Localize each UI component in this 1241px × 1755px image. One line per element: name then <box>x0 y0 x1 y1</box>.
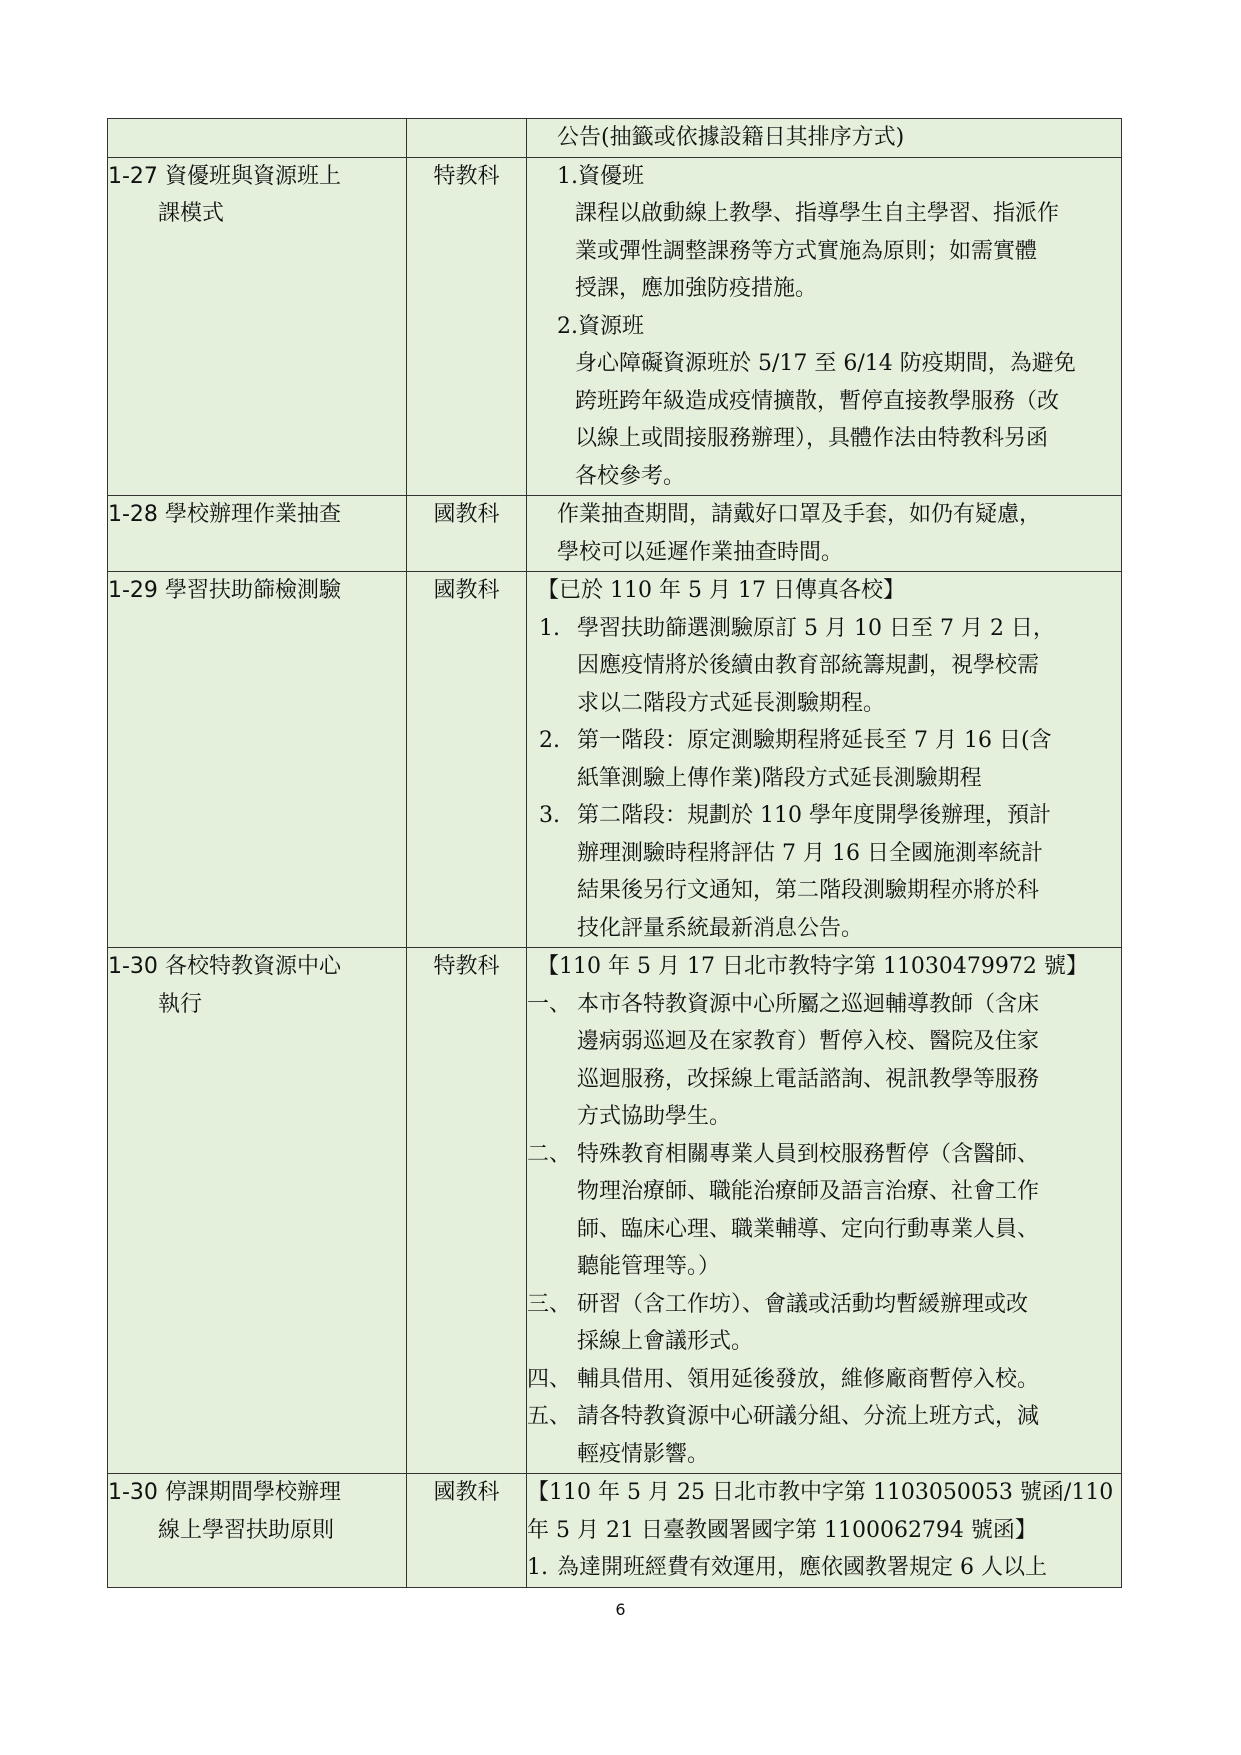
dept-cell: 國教科 <box>407 572 527 948</box>
list-item <box>527 797 1121 947</box>
content-line: 課程以啟動線上教學、指導學生自主學習、指派作 <box>575 201 1060 226</box>
list-number: 二、 <box>527 1141 572 1167</box>
content-line: 學習扶助篩選測驗原訂 5 月 10 日至 7 月 2 日， <box>577 615 1055 641</box>
content-line: 作業抽查期間，請戴好口罩及手套，如仍有疑慮， <box>557 502 1042 527</box>
table-row <box>108 1474 1122 1588</box>
item-cell <box>108 496 407 572</box>
content-cell <box>527 119 1122 158</box>
table-row <box>108 948 1122 1474</box>
table-row <box>108 496 1122 572</box>
list-number: 一、 <box>527 991 572 1017</box>
item-code: 1-27 <box>108 163 158 189</box>
content-heading: 年 5 月 21 日臺教國署國字第 1100062794 號函】 <box>527 1517 1037 1543</box>
content-line: 巡迴服務，改採線上電話諮詢、視訊教學等服務 <box>577 1066 1040 1092</box>
content-line: 邊病弱巡迴及在家教育）暫停入校、醫院及住家 <box>577 1029 1040 1054</box>
content-line: 求以二階段方式延長測驗期程。 <box>577 690 886 716</box>
list-number: 五、 <box>527 1404 572 1429</box>
list-item <box>527 1286 1121 1361</box>
content-line: 聽能管理等。） <box>577 1254 721 1279</box>
content-line: 本市各特教資源中心所屬之巡迴輔導教師（含床 <box>577 991 1040 1017</box>
content-line: 採線上會議形式。 <box>577 1329 754 1354</box>
item-cell <box>108 1474 407 1588</box>
content-line: 輕疫情影響。 <box>577 1441 710 1467</box>
item-title-continued: 課模式 <box>158 201 225 226</box>
item-title: 停課期間學校辦理 <box>164 1480 341 1505</box>
content-line: 研習（含工作坊）、會議或活動均暫緩辦理或改 <box>577 1291 1029 1317</box>
content-line: 特殊教育相關專業人員到校服務暫停（含醫師、 <box>577 1141 1040 1167</box>
list-item <box>527 722 1121 797</box>
dept-cell: 特教科 <box>407 948 527 1474</box>
content-line: 跨班跨年級造成疫情擴散，暫停直接教學服務（改 <box>575 388 1060 414</box>
item-title: 學校辦理作業抽查 <box>164 502 341 527</box>
content-line: 身心障礙資源班於 5/17 至 6/14 防疫期間，為避免 <box>575 351 1076 376</box>
table-row <box>108 119 1122 158</box>
list-number: 1. <box>527 1555 548 1580</box>
table-row <box>108 572 1122 948</box>
list-item <box>527 610 1121 723</box>
content-line: 物理治療師、職能治療師及語言治療、社會工作 <box>577 1179 1040 1204</box>
item-cell <box>108 157 407 496</box>
content-line: 授課，應加強防疫措施。 <box>575 276 818 301</box>
content-line: 第二階段：規劃於 110 學年度開學後辦理，預計 <box>577 803 1051 828</box>
content-line: 請各特教資源中心研議分組、分流上班方式，減 <box>577 1404 1040 1429</box>
item-code: 1-30 <box>108 1480 158 1505</box>
item-title: 資優班與資源班上 <box>164 163 341 189</box>
item-cell <box>108 948 407 1474</box>
page-number: 6 <box>615 1600 626 1619</box>
content-line: 師、臨床心理、職業輔導、定向行動專業人員、 <box>577 1216 1040 1242</box>
content-cell <box>527 948 1122 1474</box>
content-line: 公告(抽籤或依據設籍日其排序方式) <box>557 125 905 150</box>
content-cell <box>527 572 1122 948</box>
table-row <box>108 157 1122 496</box>
item-title-continued: 線上學習扶助原則 <box>158 1517 335 1543</box>
item-title-continued: 執行 <box>158 991 203 1017</box>
content-line: 業或彈性調整課務等方式實施為原則；如需實體 <box>575 238 1038 264</box>
content-cell <box>527 496 1122 572</box>
list-number: 三、 <box>527 1291 572 1317</box>
list-item <box>527 1136 1121 1286</box>
list-item <box>527 1398 1121 1473</box>
content-line: 以線上或間接服務辦理），具體作法由特教科另函 <box>575 426 1049 451</box>
content-heading: 1.資優班 <box>557 163 644 189</box>
item-title: 學習扶助篩檢測驗 <box>164 578 341 603</box>
list-number: 2. <box>539 728 560 753</box>
list-item <box>527 1361 1121 1399</box>
content-line: 第一階段：原定測驗期程將延長至 7 月 16 日(含 <box>577 728 1052 753</box>
item-cell <box>108 572 407 948</box>
list-number: 四、 <box>527 1366 572 1392</box>
content-heading: 【已於 110 年 5 月 17 日傳真各校】 <box>537 578 905 603</box>
content-heading: 【110 年 5 月 25 日北市教中字第 1103050053 號函/110 <box>527 1480 1114 1505</box>
content-cell <box>527 157 1122 496</box>
content-heading: 2.資源班 <box>557 313 644 339</box>
dept-cell: 特教科 <box>407 157 527 496</box>
item-code: 1-29 <box>108 578 158 603</box>
content-line: 學校可以延遲作業抽查時間。 <box>557 539 844 565</box>
content-line: 輔具借用、領用延後發放，維修廠商暫停入校。 <box>577 1366 1040 1392</box>
content-line: 辦理測驗時程將評估 7 月 16 日全國施測率統計 <box>577 840 1043 866</box>
content-line: 為達開班經費有效運用，應依國教署規定 6 人以上 <box>557 1555 1047 1580</box>
content-heading: 【110 年 5 月 17 日北市教特字第 11030479972 號】 <box>537 954 1088 979</box>
content-cell <box>527 1474 1122 1588</box>
list-number: 1. <box>539 615 560 641</box>
list-item <box>527 1549 1121 1587</box>
item-code: 1-30 <box>108 954 158 979</box>
content-line: 方式協助學生。 <box>577 1104 732 1129</box>
content-line: 紙筆測驗上傳作業)階段方式延長測驗期程 <box>577 765 982 791</box>
content-line: 因應疫情將於後續由教育部統籌規劃，視學校需 <box>577 653 1040 678</box>
document-table <box>107 118 1122 1588</box>
item-code: 1-28 <box>108 502 158 527</box>
list-item <box>527 986 1121 1136</box>
list-number: 3. <box>539 803 560 828</box>
dept-cell <box>407 119 527 158</box>
dept-cell: 國教科 <box>407 496 527 572</box>
content-line: 技化評量系統最新消息公告。 <box>577 915 864 941</box>
item-cell <box>108 119 407 158</box>
content-line: 各校參考。 <box>575 463 686 489</box>
item-title: 各校特教資源中心 <box>164 954 341 979</box>
dept-cell: 國教科 <box>407 1474 527 1588</box>
content-line: 結果後另行文通知，第二階段測驗期程亦將於科 <box>577 878 1040 903</box>
